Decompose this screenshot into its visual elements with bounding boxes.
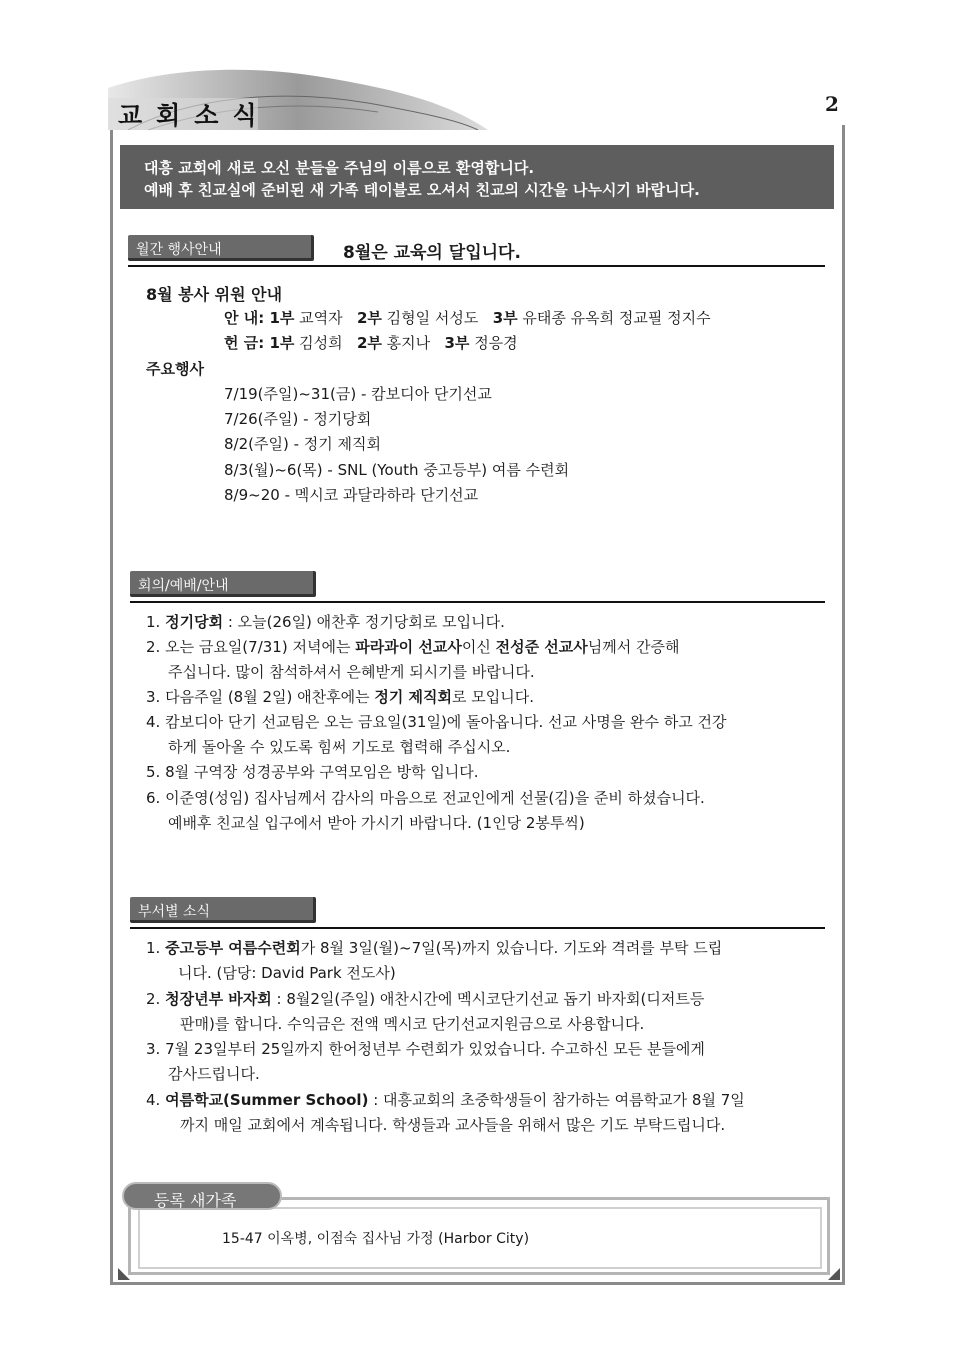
volunteer-title: 8월 봉사 위원 안내 bbox=[146, 285, 283, 304]
usher-names-2: 김형일 서성도 bbox=[386, 309, 479, 327]
usher-names-1: 교역자 bbox=[299, 309, 343, 327]
usher-row bbox=[224, 307, 711, 328]
item-number: 3. bbox=[146, 688, 166, 706]
item-text: 이신 bbox=[461, 638, 496, 656]
section-title: 교회소식 bbox=[118, 101, 271, 130]
item-text: 님께서 간증해 bbox=[587, 638, 680, 656]
item-number: 5. bbox=[146, 763, 166, 781]
offering-service-3: 3부 bbox=[444, 334, 470, 352]
usher-service-3: 3부 bbox=[492, 309, 518, 327]
item-text: 이준영(성임) 집사님께서 감사의 마음으로 전교인에게 선물(김)을 준비 하셨습니다. bbox=[165, 789, 705, 807]
item-number: 4. bbox=[146, 1091, 166, 1109]
item-number: 2. bbox=[146, 990, 166, 1008]
page-frame-left bbox=[110, 125, 113, 1285]
item-bold: 정기당회 bbox=[165, 613, 224, 631]
dept-item-3-cont: 감사드립니다. bbox=[168, 1065, 260, 1083]
dept-section-tab: 부서별 소식 bbox=[130, 897, 316, 923]
offering-service-2: 2부 bbox=[356, 334, 382, 352]
item-bold: 청장년부 바자회 bbox=[165, 990, 272, 1008]
item-bold: 중고등부 여름수련회 bbox=[165, 939, 301, 957]
usher-service-1: 1부 bbox=[269, 309, 295, 327]
event-item: 8/2(주일) - 정기 제직회 bbox=[224, 435, 381, 453]
item-text: : 8월2일(주일) 애찬시간에 멕시코단기선교 돕기 바자회(디저트등 bbox=[271, 990, 705, 1008]
dept-item-3 bbox=[146, 1038, 705, 1059]
events-title: 주요행사 bbox=[146, 360, 204, 378]
meeting-item-2 bbox=[146, 636, 680, 657]
dept-item-2-cont: 판매)를 합니다. 수익금은 전액 멕시코 단기선교지원금으로 사용합니다. bbox=[180, 1015, 645, 1033]
item-text: 로 모입니다. bbox=[452, 688, 535, 706]
event-item: 8/9~20 - 멕시코 과달라하라 단기선교 bbox=[224, 486, 479, 504]
item-text: 캄보디아 단기 선교팀은 오는 금요일(31일)에 돌아옵니다. 선교 사명을 완수 하고 건강 bbox=[165, 713, 727, 731]
meeting-item-5 bbox=[146, 761, 479, 782]
offering-names-2: 홍지나 bbox=[386, 334, 431, 352]
offering-names-3: 정응경 bbox=[474, 334, 518, 352]
page-frame-right bbox=[842, 125, 845, 1285]
offering-service-1: 1부 bbox=[269, 334, 295, 352]
offering-names-1: 김성희 bbox=[299, 334, 343, 352]
meeting-item-4 bbox=[146, 711, 727, 732]
item-number: 4. bbox=[146, 713, 166, 731]
meeting-section-tab: 회의/예배/안내 bbox=[130, 571, 316, 597]
item-bold: 정기 제직회 bbox=[374, 688, 453, 706]
welcome-line-2: 예배 후 친교실에 준비된 새 가족 테이블로 오셔서 친교의 시간을 나누시기 바랍니다. bbox=[144, 181, 700, 199]
meeting-item-6 bbox=[146, 787, 705, 808]
item-text: 오는 금요일(7/31) 저녁에는 bbox=[165, 638, 356, 656]
page-frame-bottom bbox=[110, 1282, 845, 1285]
dept-item-2 bbox=[146, 988, 704, 1009]
meeting-item-1 bbox=[146, 611, 505, 632]
item-text: 다음주일 (8월 2일) 애찬후에는 bbox=[165, 688, 375, 706]
item-number: 6. bbox=[146, 789, 166, 807]
dept-item-1 bbox=[146, 937, 722, 958]
item-number: 3. bbox=[146, 1040, 166, 1058]
page-number: 2 bbox=[825, 92, 839, 116]
monthly-section-tab: 월간 행사안내 bbox=[128, 235, 314, 261]
offering-label: 헌 금: bbox=[224, 334, 270, 352]
dept-item-4 bbox=[146, 1089, 745, 1110]
item-bold: 전성준 선교사 bbox=[495, 638, 588, 656]
offering-row bbox=[224, 332, 518, 353]
welcome-line-1: 대흥 교회에 새로 오신 분들을 주님의 이름으로 환영합니다. bbox=[144, 159, 535, 177]
item-text: : 오늘(26일) 애찬후 정기당회로 모입니다. bbox=[223, 613, 505, 631]
item-number: 2. bbox=[146, 638, 166, 656]
welcome-banner bbox=[120, 145, 834, 209]
dept-item-4-cont: 까지 매일 교회에서 계속됩니다. 학생들과 교사들을 위해서 많은 기도 부탁드립니다. bbox=[180, 1116, 726, 1134]
meeting-item-3 bbox=[146, 686, 534, 707]
meeting-item-6-cont: 예배후 친교실 입구에서 받아 가시기 바랍니다. (1인당 2봉투씩) bbox=[168, 814, 585, 832]
event-item: 7/26(주일) - 정기당회 bbox=[224, 410, 372, 428]
dept-item-1-cont: 니다. (담당: David Park 전도사) bbox=[178, 964, 396, 982]
usher-service-2: 2부 bbox=[356, 309, 382, 327]
item-text: 가 8월 3일(월)~7일(목)까지 있습니다. 기도와 격려를 부탁 드립 bbox=[300, 939, 723, 957]
item-text: 7월 23일부터 25일까지 한어청년부 수련회가 있었습니다. 수고하신 모든 분들에게 bbox=[165, 1040, 705, 1058]
usher-label: 안 내: bbox=[224, 309, 270, 327]
item-text: 8월 구역장 성경공부와 구역모임은 방학 입니다. bbox=[165, 763, 479, 781]
meeting-item-2-cont: 주십니다. 많이 참석하셔서 은혜받게 되시기를 바랍니다. bbox=[168, 663, 535, 681]
item-bold: 여름학교(Summer School) bbox=[165, 1091, 369, 1109]
event-item: 7/19(주일)~31(금) - 캄보디아 단기선교 bbox=[224, 385, 492, 403]
event-item: 8/3(월)~6(목) - SNL (Youth 중고등부) 여름 수련회 bbox=[224, 461, 570, 479]
item-bold: 파라과이 선교사 bbox=[355, 638, 462, 656]
usher-names-3: 유태종 유옥희 정교필 정지수 bbox=[522, 309, 711, 327]
meeting-rule bbox=[130, 601, 825, 603]
dept-rule bbox=[130, 927, 825, 929]
item-text: : 대흥교회의 초중학생들이 참가하는 여름학교가 8월 7일 bbox=[368, 1091, 745, 1109]
corner-ornament bbox=[118, 1268, 130, 1280]
registration-tab: 등록 새가족 bbox=[122, 1182, 282, 1210]
corner-ornament bbox=[828, 1268, 840, 1280]
item-number: 1. bbox=[146, 613, 166, 631]
registration-entry: 15-47 이옥병, 이점숙 집사님 가정 (Harbor City) bbox=[222, 1231, 530, 1247]
monthly-headline: 8월은 교육의 달입니다. bbox=[343, 243, 521, 263]
item-number: 1. bbox=[146, 939, 166, 957]
monthly-rule bbox=[128, 265, 825, 267]
meeting-item-4-cont: 하게 돌아올 수 있도록 힘써 기도로 협력해 주십시오. bbox=[168, 738, 511, 756]
